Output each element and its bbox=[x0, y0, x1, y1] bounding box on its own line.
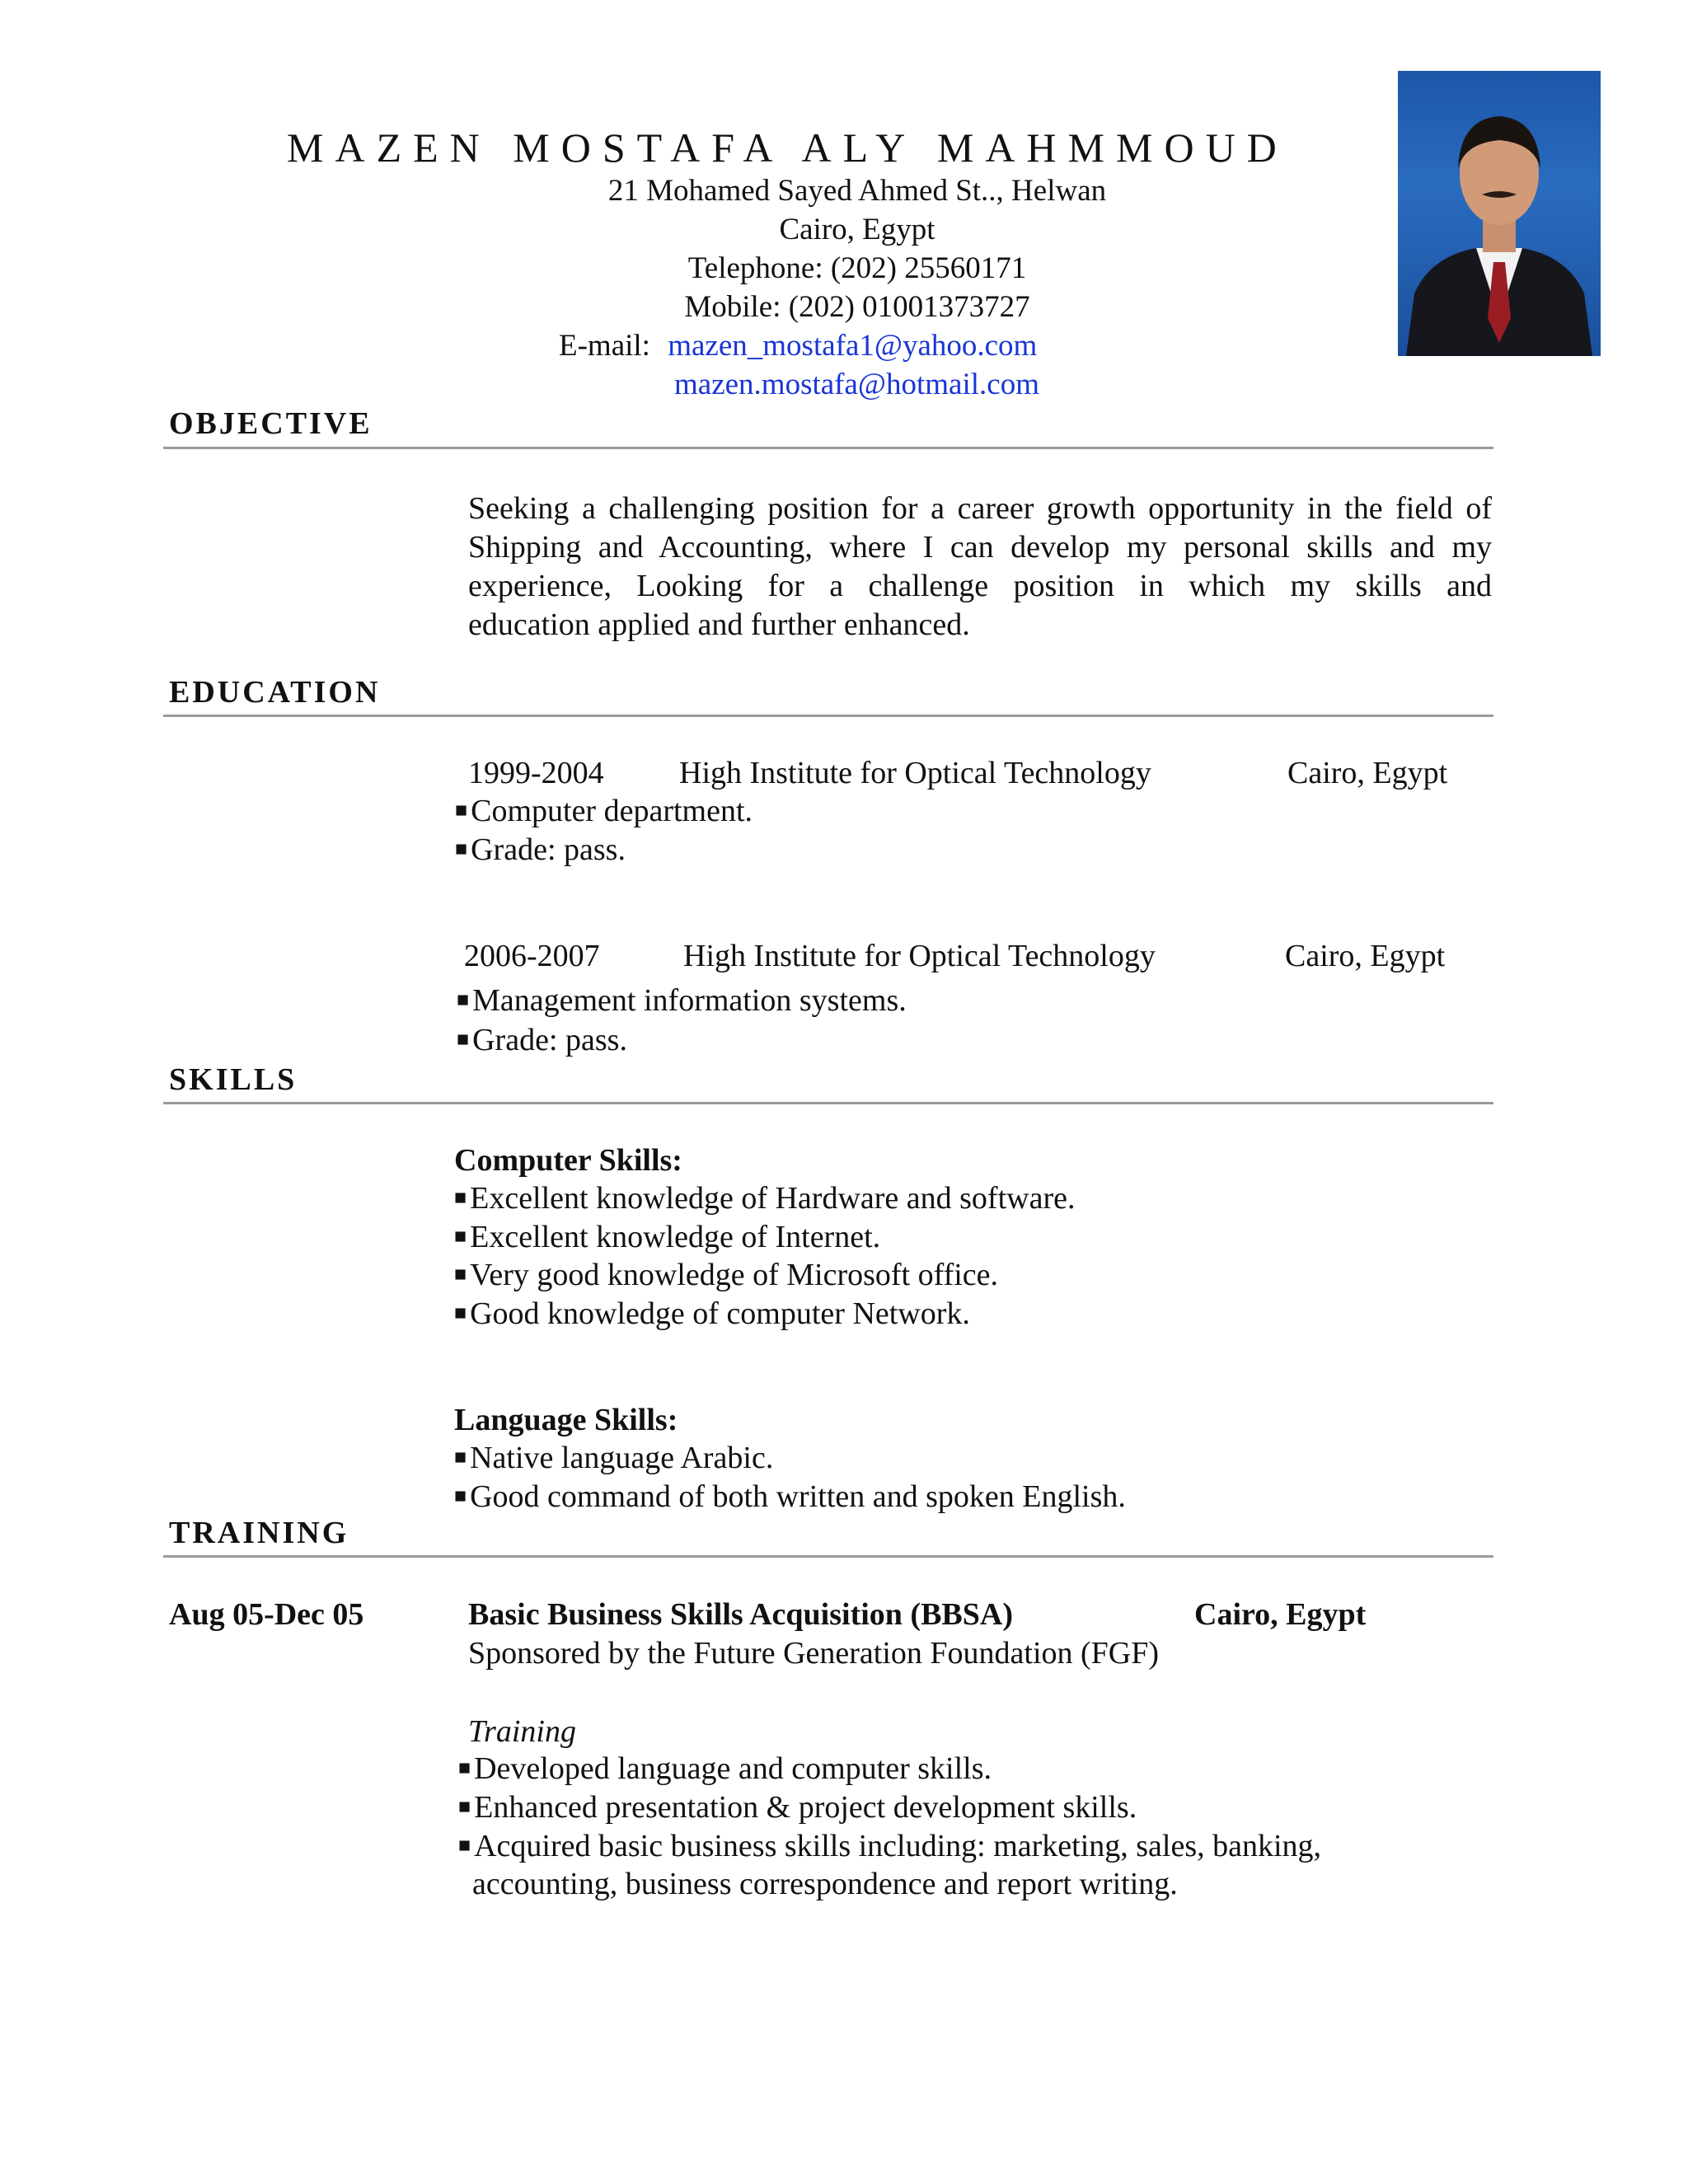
portrait-illustration bbox=[1398, 71, 1601, 356]
objective-line: experience, Looking for a challenge position in which my skills and bbox=[468, 569, 1492, 603]
applicant-name: MAZEN MOSTAFA ALY MAHMMOUD bbox=[287, 124, 1288, 171]
training-sponsor: Sponsored by the Future Generation Foundation (FGF) bbox=[468, 1636, 1160, 1671]
education-institution: High Institute for Optical Technology bbox=[679, 756, 1151, 790]
objective-line: Shipping and Accounting, where I can develop my personal skills and my bbox=[468, 530, 1492, 565]
contact-block bbox=[462, 171, 1253, 326]
objective-divider bbox=[163, 447, 1493, 449]
skill-bullet: ■ Excellent knowledge of Internet. bbox=[454, 1220, 881, 1254]
profile-photo bbox=[1398, 71, 1601, 356]
email-label: E-mail: bbox=[559, 329, 650, 363]
skill-bullet: ■ Native language Arabic. bbox=[454, 1441, 774, 1475]
skill-bullet: ■ Excellent knowledge of Hardware and software. bbox=[454, 1181, 1076, 1216]
skill-bullet: ■ Good knowledge of computer Network. bbox=[454, 1296, 970, 1331]
mobile: Mobile: (202) 01001373727 bbox=[684, 290, 1030, 324]
computer-skills-title: Computer Skills: bbox=[454, 1143, 682, 1178]
objective-line: education applied and further enhanced. bbox=[468, 607, 970, 642]
training-subheading: Training bbox=[468, 1714, 576, 1749]
skill-bullet: ■ Good command of both written and spoken English. bbox=[454, 1479, 1126, 1514]
education-bullet: ■ Grade: pass. bbox=[457, 1023, 627, 1057]
skill-bullet: ■ Very good knowledge of Microsoft office. bbox=[454, 1258, 999, 1292]
objective-line: Seeking a challenging position for a career growth opportunity in the field of bbox=[468, 491, 1492, 526]
training-title: Basic Business Skills Acquisition (BBSA) bbox=[468, 1597, 1013, 1632]
training-bullet: ■ Enhanced presentation & project development skills. bbox=[458, 1790, 1137, 1825]
training-location: Cairo, Egypt bbox=[1194, 1597, 1367, 1632]
education-location: Cairo, Egypt bbox=[1285, 939, 1446, 973]
training-bullet-continuation: accounting, business correspondence and report writing. bbox=[472, 1867, 1178, 1901]
email-link-hotmail[interactable]: mazen.mostafa@hotmail.com bbox=[674, 368, 1039, 401]
training-heading: TRAINING bbox=[169, 1516, 349, 1550]
skills-heading: SKILLS bbox=[169, 1062, 298, 1097]
objective-heading: OBJECTIVE bbox=[169, 406, 373, 441]
training-bullet: ■ Acquired basic business skills including: marketing, sales, banking, bbox=[458, 1829, 1322, 1863]
address-line-1: 21 Mohamed Sayed Ahmed St.., Helwan bbox=[607, 174, 1107, 208]
education-location: Cairo, Egypt bbox=[1287, 756, 1448, 790]
education-years: 2006-2007 bbox=[464, 939, 600, 973]
education-divider bbox=[163, 715, 1493, 717]
education-bullet: ■ Grade: pass. bbox=[455, 832, 626, 867]
education-institution: High Institute for Optical Technology bbox=[683, 939, 1156, 973]
training-divider bbox=[163, 1555, 1493, 1558]
training-bullet: ■ Developed language and computer skills. bbox=[458, 1751, 992, 1786]
education-years: 1999-2004 bbox=[468, 756, 604, 790]
objective-text bbox=[468, 490, 1492, 644]
telephone: Telephone: (202) 25560171 bbox=[687, 251, 1027, 285]
education-bullet: ■ Computer department. bbox=[455, 794, 753, 828]
language-skills-title: Language Skills: bbox=[454, 1403, 678, 1437]
education-heading: EDUCATION bbox=[169, 675, 381, 710]
skills-divider bbox=[163, 1102, 1493, 1104]
training-dates: Aug 05-Dec 05 bbox=[169, 1597, 364, 1632]
education-bullet: ■ Management information systems. bbox=[457, 983, 907, 1018]
address-line-2: Cairo, Egypt bbox=[779, 213, 935, 246]
email-row bbox=[559, 326, 1037, 365]
email-link-yahoo[interactable]: mazen_mostafa1@yahoo.com bbox=[668, 329, 1038, 363]
